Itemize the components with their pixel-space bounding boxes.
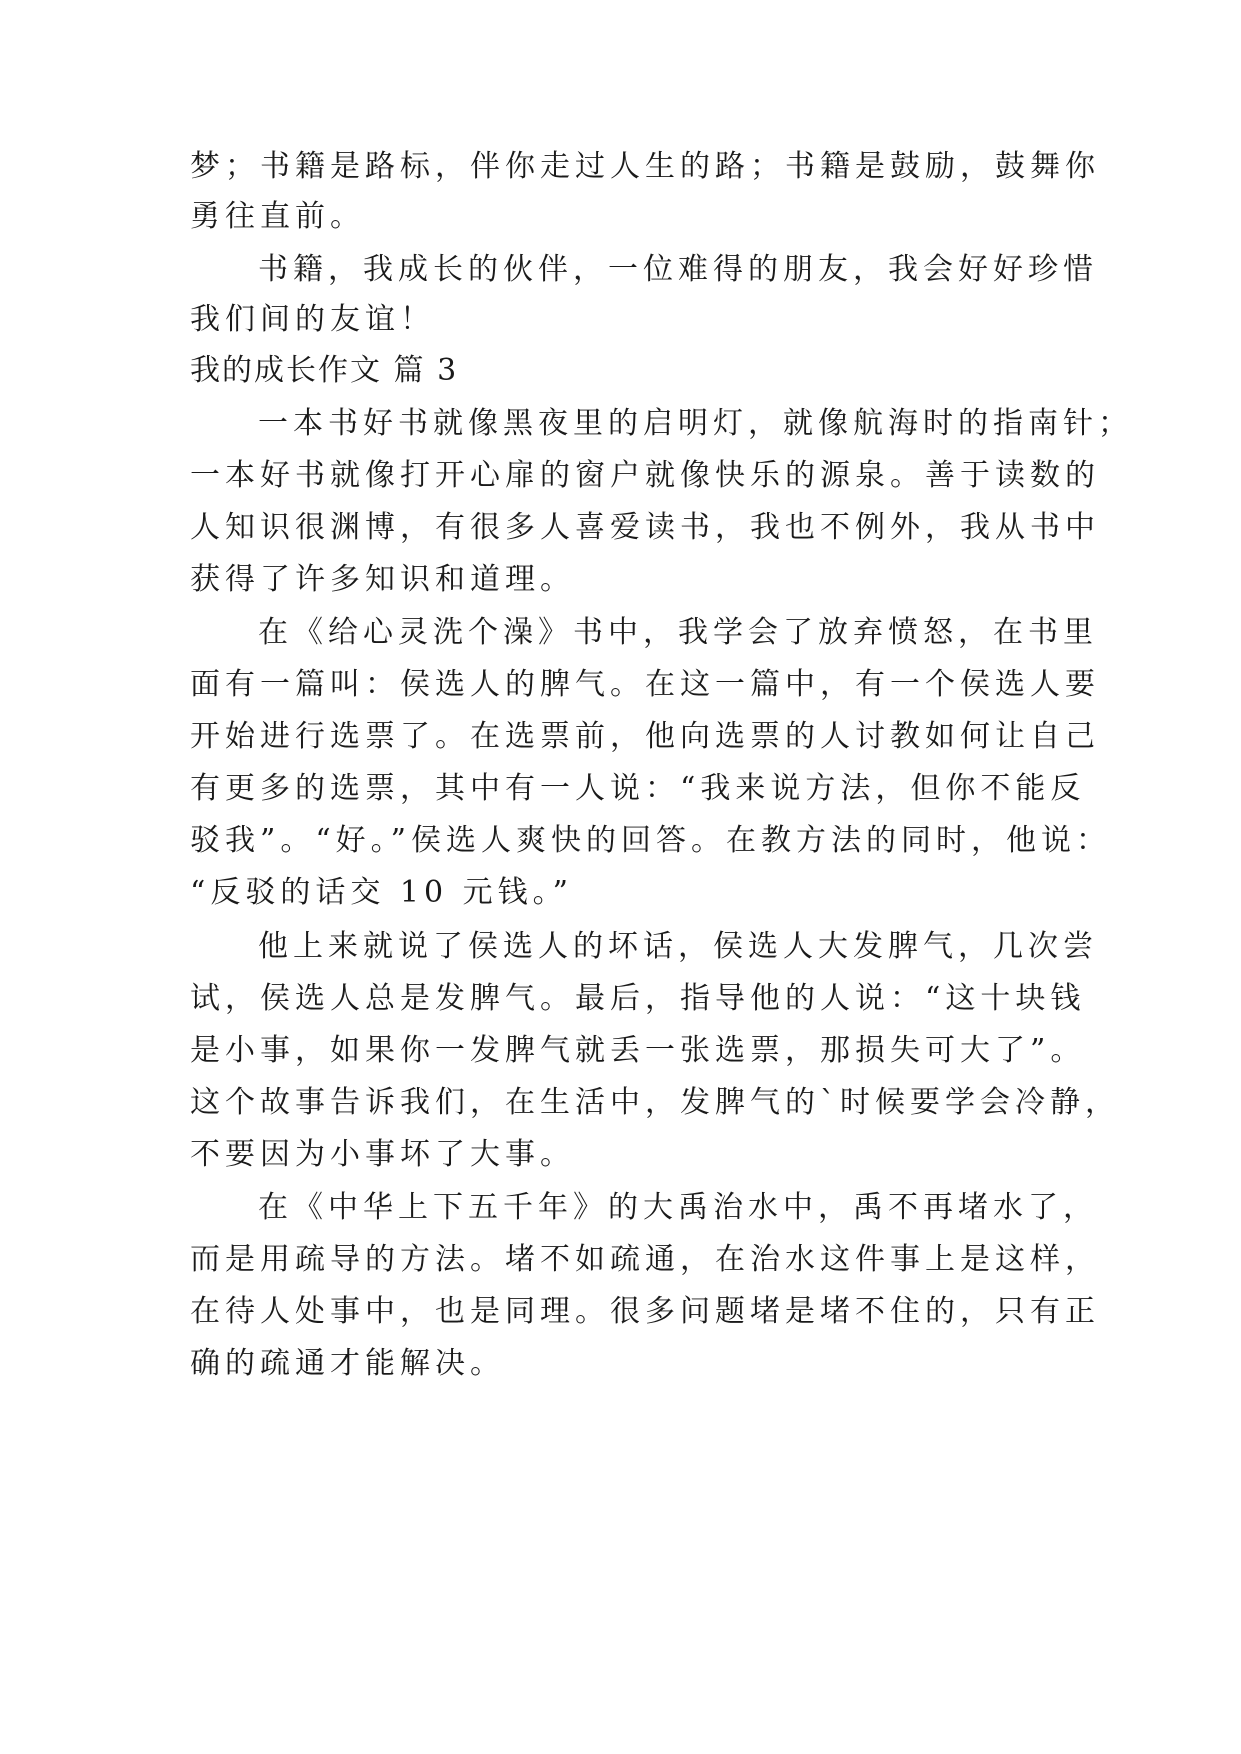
text-line: 获得了许多知识和道理。 [190,562,575,597]
paragraph-start-line: 他上来就说了侯选人的坏话，侯选人大发脾气，几次尝 [258,929,1098,964]
text-line: 是小事，如果你一发脾气就丢一张选票，那损失可大了”。 [190,1033,1086,1068]
text-line: 这个故事告诉我们，在生活中，发脾气的`时候要学会冷静， [190,1085,1120,1120]
text-line: 人知识很渊博，有很多人喜爱读书，我也不例外，我从书中 [190,510,1100,545]
text-line: 不要因为小事坏了大事。 [190,1137,575,1172]
paragraph-start-line: 在《中华上下五千年》的大禹治水中，禹不再堵水了， [258,1190,1098,1225]
text-line: 梦；书籍是路标，伴你走过人生的路；书籍是鼓励，鼓舞你 [190,149,1100,184]
text-line: 勇往直前。 [190,199,365,234]
text-line: 而是用疏导的方法。堵不如疏通，在治水这件事上是这样， [190,1242,1100,1277]
section-heading: 我的成长作文 篇 3 [190,353,459,388]
text-line: “反驳的话交 10 元钱。” [190,875,573,910]
text-line: 有更多的选票，其中有一人说：“我来说方法，但你不能反 [190,771,1086,806]
text-line: 一本好书就像打开心扉的窗户就像快乐的源泉。善于读数的 [190,458,1100,493]
text-line: 试，侯选人总是发脾气。最后，指导他的人说：“这十块钱 [190,981,1086,1016]
text-line: 驳我”。“好。”侯选人爽快的回答。在教方法的同时，他说： [190,823,1112,858]
paragraph-start-line: 书籍，我成长的伙伴，一位难得的朋友，我会好好珍惜 [258,252,1098,287]
text-line: 在待人处事中，也是同理。很多问题堵是堵不住的，只有正 [190,1294,1100,1329]
text-line: 确的疏通才能解决。 [190,1346,505,1381]
paragraph-start-line: 一本书好书就像黑夜里的启明灯，就像航海时的指南针； [258,406,1133,441]
paragraph-start-line: 在《给心灵洗个澡》书中，我学会了放弃愤怒，在书里 [258,615,1098,650]
text-line: 我们间的友谊！ [190,302,435,337]
text-line: 开始进行选票了。在选票前，他向选票的人讨教如何让自己 [190,719,1100,754]
text-line: 面有一篇叫：侯选人的脾气。在这一篇中，有一个侯选人要 [190,667,1100,702]
